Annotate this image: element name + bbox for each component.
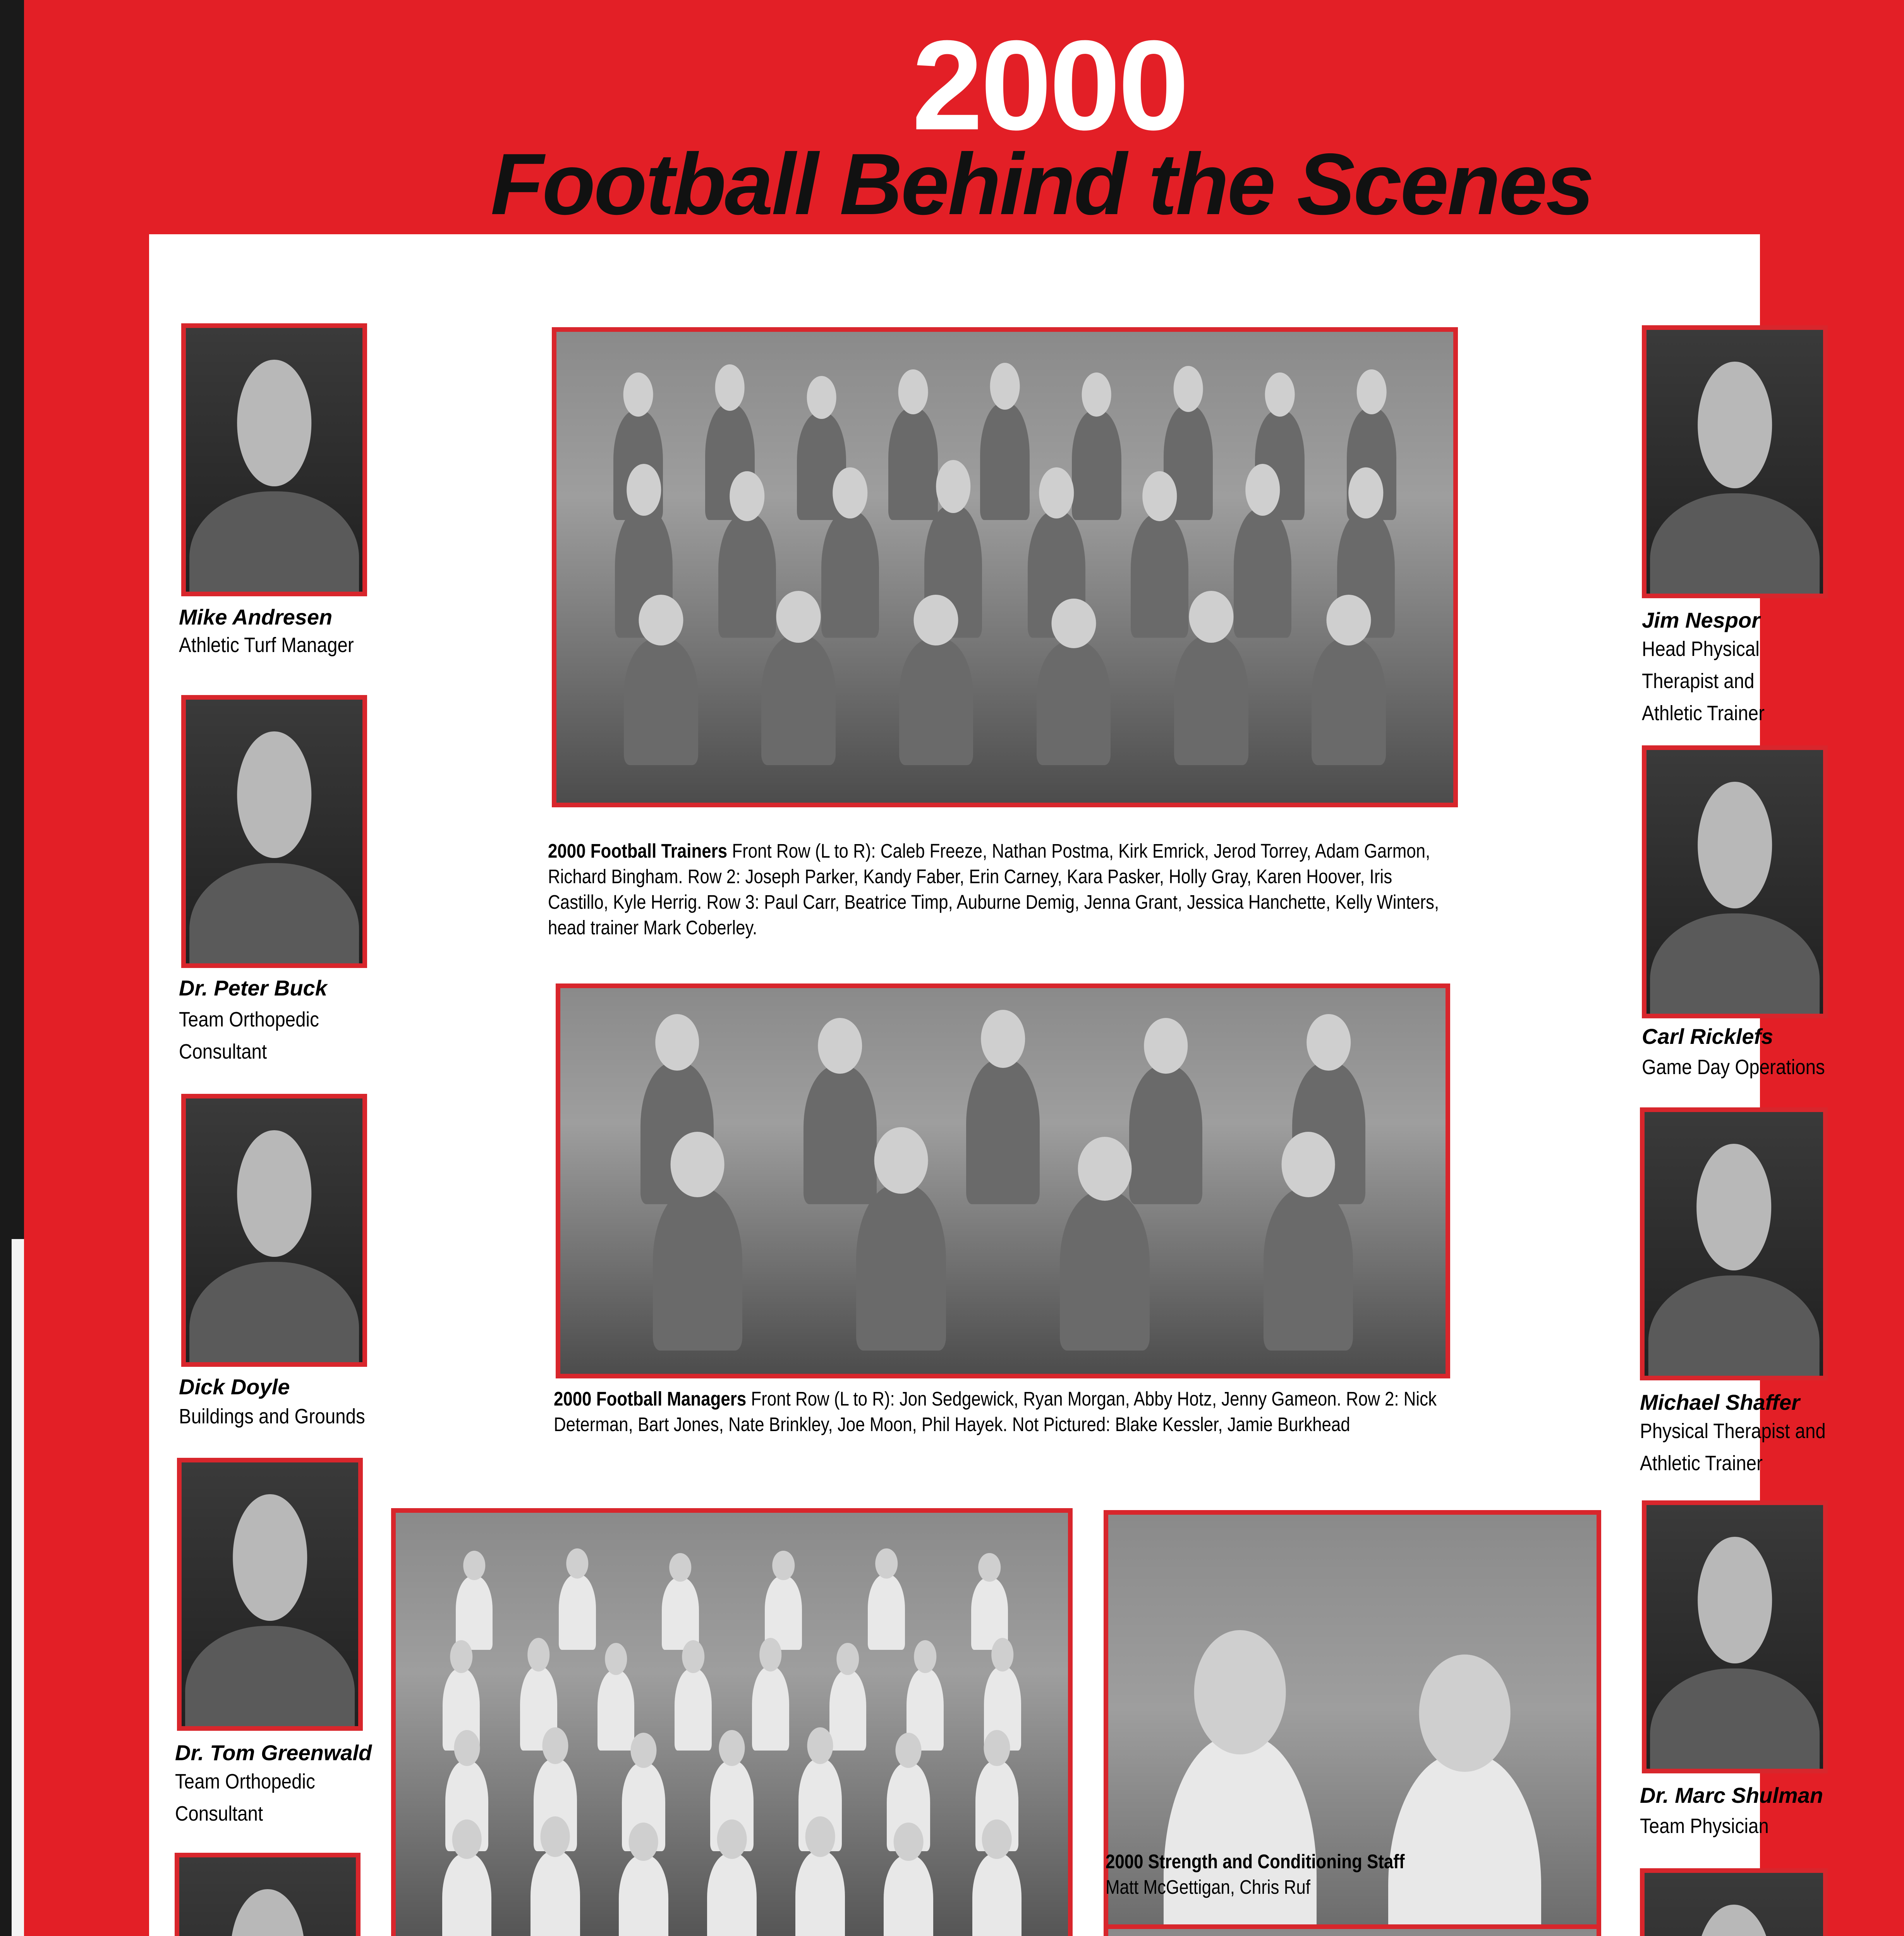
staff-role: Athletic Turf Manager	[179, 633, 354, 657]
person	[597, 1670, 635, 1751]
staff-role: Head Physical Therapist and Athletic Trainer	[1642, 637, 1765, 725]
staff-role: Buildings and Grounds	[179, 1405, 365, 1428]
staff-role: Team Orthopedic Consultant	[175, 1770, 315, 1825]
headshot-tom-greenwald	[177, 1458, 363, 1731]
staff-role: Physical Therapist and Athletic Trainer	[1640, 1419, 1826, 1475]
caption-title: 2000 Football Managers	[554, 1388, 747, 1410]
headshot-face	[237, 731, 311, 858]
person	[1131, 513, 1188, 638]
headshot-dick-doyle	[181, 1094, 367, 1367]
person	[1037, 641, 1111, 765]
staff-name: Mike Andresen	[179, 605, 333, 629]
person	[884, 1855, 933, 1936]
person	[442, 1853, 492, 1936]
photo-row	[592, 497, 1418, 638]
headshot-face	[1698, 1537, 1772, 1663]
person	[662, 1577, 699, 1650]
photo-row	[596, 1173, 1410, 1351]
person	[899, 638, 973, 765]
person	[1164, 1736, 1316, 1936]
photo-row	[422, 1568, 1041, 1650]
caption-text: Front Row (L to R): Jon Sedgewick, Ryan Morgan, Abby Hotz, Jenny Gameon. Row 2: Nick Determan, Bart Jones, Nate Brinkley, Joe Moon, Phil Hayek. Not Pictured: Blake Kessler, Jamie Burkhead	[554, 1388, 1437, 1435]
person	[752, 1667, 789, 1751]
person	[1174, 635, 1248, 765]
person	[1234, 508, 1291, 638]
staff-name: Michael Shaffer	[1640, 1390, 1800, 1414]
staff-name: Dr. Marc Shulman	[1640, 1783, 1823, 1807]
person	[559, 1574, 596, 1650]
caption-title: 2000 Strength and Conditioning Staff	[1106, 1850, 1405, 1872]
headshot-shoulders	[1650, 1668, 1820, 1773]
staff-role: Game Day Operations	[1642, 1056, 1825, 1079]
person	[1388, 1754, 1541, 1936]
title-year: 2000	[912, 14, 1187, 156]
person	[972, 1853, 1022, 1936]
headshot-shoulders	[1650, 493, 1820, 598]
content-panel	[149, 234, 1826, 1936]
headshot-jim-nespor	[1642, 325, 1828, 598]
staff-name: Dick Doyle	[179, 1375, 290, 1399]
headshot-shoulders	[185, 1626, 355, 1731]
photo-row	[422, 1842, 1041, 1936]
headshot-shoulders	[1650, 913, 1820, 1018]
headshot-face	[1696, 1905, 1772, 1936]
person	[821, 511, 879, 638]
photo-football-trainers	[552, 327, 1458, 807]
headshot-face	[230, 1889, 305, 1936]
headshot-face	[1698, 782, 1772, 908]
person	[619, 1855, 668, 1936]
staff-role: Team Orthopedic Consultant	[179, 1008, 319, 1063]
person	[1264, 1188, 1353, 1351]
person	[795, 1851, 845, 1936]
headshot-peter-buck	[181, 695, 367, 968]
staff-name: Dr. Tom Greenwald	[175, 1740, 372, 1765]
person	[456, 1576, 493, 1650]
photo-row	[592, 624, 1418, 765]
staff-name: Dr. Peter Buck	[179, 976, 327, 1000]
headshot-face	[237, 360, 311, 486]
photo-video-staff	[1104, 1924, 1601, 1936]
caption-trainers	[548, 838, 1454, 941]
binding-edge	[0, 0, 24, 1936]
person	[653, 1188, 742, 1351]
person	[761, 635, 836, 765]
caption-text: Front Row (L to R): Caleb Freeze, Nathan Postma, Kirk Emrick, Jerod Torrey, Adam Garmon, Richard Bingham. Row 2: Joseph Parker, Kandy Faber, Erin Carney, Kara Pasker, Holly Gray, Karen Hoover, Iris Castillo, Kyle Herrig. Row 3: Paul Carr, Beatrice Timp, Auburne Demig, Jenna Grant, Jessica Hanchette, Kelly Winters, head trainer Mark Coberley.	[548, 840, 1439, 939]
person	[829, 1670, 867, 1751]
headshot-michael-shaffer	[1640, 1107, 1828, 1380]
headshot-shoulders	[189, 1262, 359, 1367]
headshot-carl-ricklefs	[1642, 745, 1828, 1018]
staff-role: Team Physician	[1640, 1814, 1769, 1838]
headshot-face	[1696, 1144, 1772, 1270]
headshot-evelyn-kruse	[175, 1853, 361, 1936]
caption-title: 2000 Football Trainers	[548, 840, 728, 862]
headshot-face	[1698, 362, 1772, 488]
headshot-shoulders	[189, 863, 359, 968]
staff-name: Carl Ricklefs	[1642, 1024, 1774, 1049]
person	[624, 638, 698, 765]
headshot-face	[237, 1130, 311, 1257]
person	[718, 513, 776, 638]
person	[1060, 1191, 1149, 1351]
person	[531, 1851, 580, 1936]
headshot-joyce-vegge	[1640, 1868, 1828, 1936]
caption-managers	[554, 1386, 1459, 1437]
caption-text: Matt McGettigan, Chris Ruf	[1106, 1876, 1310, 1898]
headshot-shoulders	[1648, 1275, 1820, 1380]
headshot-mike-andresen	[181, 323, 367, 596]
staff-name: Jim Nespor	[1642, 608, 1760, 632]
person	[1312, 638, 1386, 765]
caption-strength	[1106, 1849, 1588, 1900]
person	[675, 1668, 712, 1751]
headshot-face	[233, 1494, 307, 1621]
headshot-marc-shulman	[1642, 1500, 1828, 1773]
person	[868, 1574, 905, 1650]
photo-football-managers	[556, 983, 1450, 1378]
person	[856, 1184, 946, 1351]
headshot-shoulders	[189, 491, 359, 596]
person	[707, 1853, 757, 1936]
photo-football-recruiters	[391, 1508, 1073, 1936]
page-title: Football Behind the Scenes	[490, 135, 1593, 233]
